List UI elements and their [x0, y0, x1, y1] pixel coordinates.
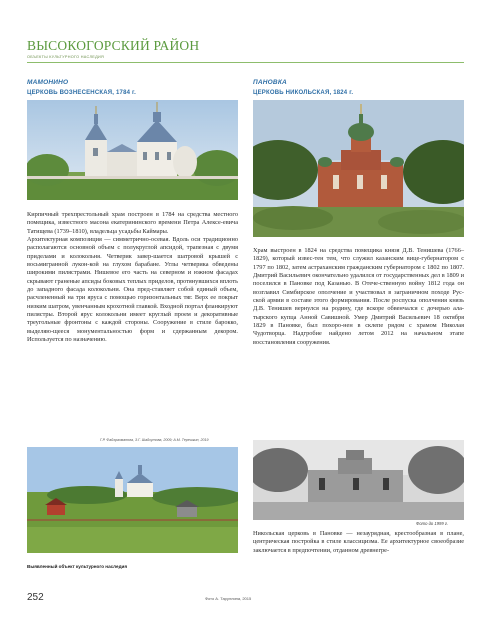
- photo-credit: Фото А. Таруллина, 2015: [205, 596, 252, 601]
- heritage-status-badge: Выявленный объект культурного наследия: [27, 564, 128, 569]
- left-location-heading: МАМОНИНО: [27, 79, 69, 86]
- right-location-heading: ПАНОВКА: [253, 79, 287, 86]
- page-number: 252: [27, 592, 44, 603]
- region-title: ВЫСОКОГОРСКИЙ РАЙОН: [27, 38, 200, 53]
- mamonino-church-photo: [27, 100, 238, 200]
- section-subtitle: ОБЪЕКТЫ КУЛЬТУРНОГО НАСЛЕДИЯ: [27, 55, 105, 59]
- authors-credit: Г.Р. Файзрахманова, З.Г. Шайхутова, 2009; А.М. Терешкин, 2019: [100, 438, 209, 442]
- right-body-text-1: Храм выстроен в 1824 на средства помещика князя Д.В. Тенишева (1766–1829), который извес-тен тем, что служил казанским вице-губернатором с 1797 по 1802, затем астраханским гражданским губернатором с 1802 по 1807. Дмитрий Васильевич окончательно удалился от государственных дел в 1809 и поселился в Пановке под Казанью. В Отече-ственную войну 1812 года он возглавил Симбирское ополчение и участвовал в заграничном походе Рус-ской армии в составе этого формирования. После роспуска ополчения князь Д.В. Тенишев вернулся на родину, где вскоре обвенчался с дочерью ала-тырского купца Анной Савишной. Умер Дмитрий Васильевич 18 октября 1829 в Пановке, был похоро-нен в склепе рядом с храмом Николая Чудотворца. Надгробие найдено летом 2012 на начальном этапе восстановления сооружения.: [253, 247, 464, 346]
- left-body-text: Кирпичный трехпрестольный храм построен в 1784 на средства местного помещика, известного масона екатерининского времени Петра Алексе-евича Татищева (1739–1810), владельца усадьбы Каймары. Архитектурная композиция — симметрично-осевая. Вдоль оси традиционно располагаются основной объем с полукруглой апсидой, трапезная с двумя приделами и колокольня. Четверик завер-шается шатровой крышей с восьмигранной лукон-кой на глухом барабане. Углы четверика обведены широкими пилястрами. Нишевое его часть на северном и южном фасадах скрывают граненые апсиды боковых теплых приделов, протянувшихся вплоть до западного фасада колокольни. Она пред-ставляет собой единый объем, расчлененный на три яруса с помощью горизонтальных тяг. Верх ее покрыт низким шатром, увенчанным крохотной главкой. Входной портал фланкируют пилястры. Второй ярус колокольни имеет круглый проем и декоративные треугольные фронтоны с каждой стороны. Сооружение в стиле барокко, выделяю-щееся монументальностью форм и сдержанным декором. Используется по назначению.: [27, 211, 238, 344]
- header-rule: [27, 62, 464, 63]
- panovka-ruin-photo: [253, 440, 464, 520]
- panovka-church-photo: [253, 100, 464, 237]
- ruin-photo-caption: Фото до 1999 г.: [416, 521, 449, 526]
- left-church-heading: ЦЕРКОВЬ ВОЗНЕСЕНСКАЯ, 1784 г.: [27, 90, 136, 96]
- right-church-heading: ЦЕРКОВЬ НИКОЛЬСКАЯ, 1824 г.: [253, 90, 354, 96]
- right-body-text-2: Никольская церковь в Пановке — незаурядная, крестообразная в плане, центрическая постройка в стиле классицизма. Ее архитектурное своеобразие заключается в предпочтении, отданном древнегре-: [253, 530, 464, 554]
- mamonino-village-photo: [27, 447, 238, 553]
